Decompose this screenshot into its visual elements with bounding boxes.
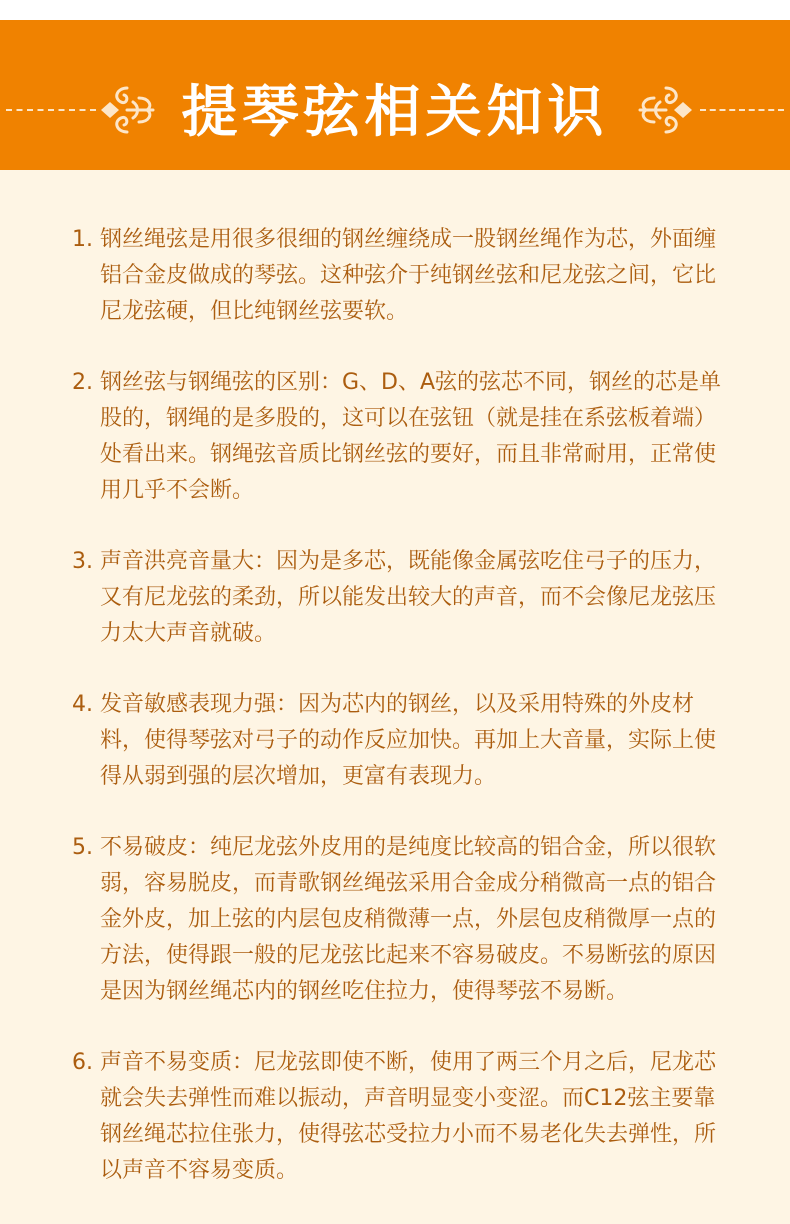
right-floral-ornament-icon [636,80,696,140]
knowledge-list [72,222,722,1224]
right-dashed-line [700,109,784,111]
left-floral-ornament-icon [97,80,157,140]
item-text: 钢丝弦与钢绳弦的区别：G、D、A弦的弦芯不同，钢丝的芯是单股的，钢绳的是多股的，这可以在弦钮（就是挂在系弦板着端）处看出来。钢绳弦音质比钢丝弦的要好，而且非常耐用，正常使用几乎不会断。 [100,370,722,503]
item-number: 2. [72,370,93,395]
list-item [72,687,722,795]
list-item [72,1045,722,1189]
item-number: 3. [72,549,93,574]
top-white-strip [0,0,790,20]
title-banner [0,20,790,170]
list-item [72,222,722,330]
item-text: 声音不易变质：尼龙弦即使不断，使用了两三个月之后，尼龙芯就会失去弹性而难以振动，声音明显变小变涩。而C12弦主要靠钢丝绳芯拉住张力，使得弦芯受拉力小而不易老化失去弹性，所以声音不容易变质。 [100,1050,717,1183]
item-number: 6. [72,1050,93,1075]
list-item [72,365,722,509]
item-text: 声音洪亮音量大：因为是多芯，既能像金属弦吃住弓子的压力，又有尼龙弦的柔劲，所以能发出较大的声音，而不会像尼龙弦压力太大声音就破。 [100,549,717,646]
item-number: 1. [72,227,93,252]
left-dashed-line [6,109,96,111]
item-text: 不易破皮：纯尼龙弦外皮用的是纯度比较高的铝合金，所以很软弱，容易脱皮，而青歌钢丝绳弦采用合金成分稍微高一点的铝合金外皮，加上弦的内层包皮稍微薄一点，外层包皮稍微厚一点的方法，使得跟一般的尼龙弦比起来不容易破皮。不易断弦的原因是因为钢丝绳芯内的钢丝吃住拉力，使得琴弦不易断。 [100,835,717,1004]
page-title: 提琴弦相关知识 [181,80,609,145]
item-number: 4. [72,692,93,717]
item-text: 钢丝绳弦是用很多很细的钢丝缠绕成一股钢丝绳作为芯，外面缠铝合金皮做成的琴弦。这种弦介于纯钢丝弦和尼龙弦之间，它比尼龙弦硬，但比纯钢丝弦要软。 [100,227,717,324]
item-text: 发音敏感表现力强：因为芯内的钢丝，以及采用特殊的外皮材料，使得琴弦对弓子的动作反应加快。再加上大音量，实际上使得从弱到强的层次增加，更富有表现力。 [100,692,717,789]
list-item [72,544,722,652]
list-item [72,830,722,1010]
item-number: 5. [72,835,93,860]
